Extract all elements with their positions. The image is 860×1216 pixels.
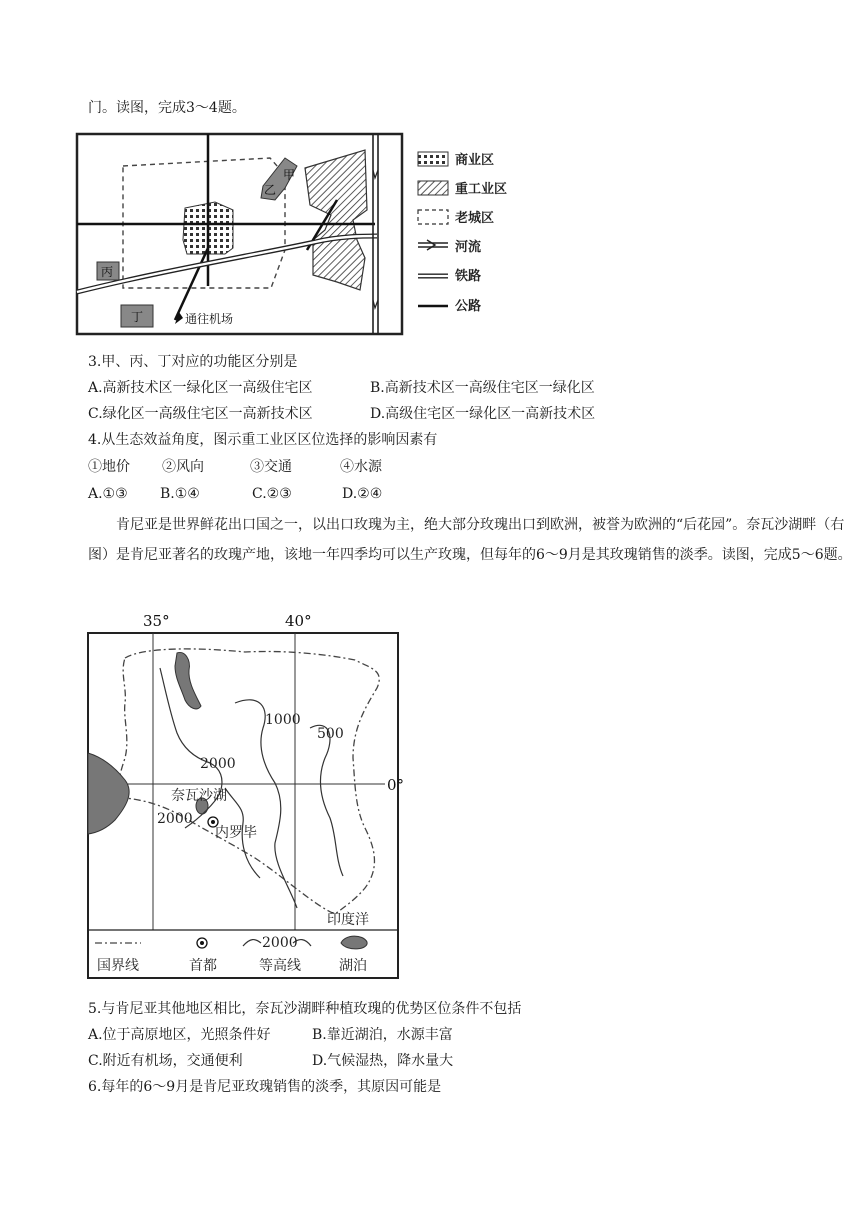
legend-commercial-label: 商业区: [455, 153, 495, 168]
q5-option-d: D.气候湿热，降水量大: [312, 1053, 454, 1069]
legend-capital-label: 首都: [189, 958, 217, 974]
passage-kenya: 肯尼亚是世界鲜花出口国之一，以出口玫瑰为主，绝大部分玫瑰出口到欧洲，被誉为欧洲的“后花园”。奈瓦沙湖畔（右图）是肯尼亚著名的玫瑰产地，该地一年四季均可以生产玫瑰，但每年的6～9月是其玫瑰销售的淡季。读图，完成5～6题。: [88, 517, 852, 563]
label-nairobi: 内罗毕: [215, 825, 257, 841]
contour-label-2000-south: 2000: [157, 811, 193, 827]
q4-factor-4: ④水源: [340, 459, 382, 475]
label-40: 40°: [285, 612, 312, 630]
contour-label-500: 500: [317, 726, 344, 742]
q4-option-d: D.②④: [342, 486, 383, 502]
q4-option-b: B.①④: [160, 486, 200, 502]
map1-legend: [418, 152, 507, 314]
legend-lake-swatch: [341, 936, 367, 949]
legend-contour-label: 等高线: [259, 958, 301, 974]
label-ding: 丁: [131, 310, 144, 324]
q5-option-b: B.靠近湖泊，水源丰富: [312, 1027, 453, 1043]
kenya-map: [85, 608, 405, 983]
q3-stem: 3.甲、丙、丁对应的功能区分别是: [88, 354, 298, 370]
legend-river-swatch: [418, 240, 448, 250]
legend-road-label: 公路: [455, 299, 482, 314]
q5-option-c: C.附近有机场，交通便利: [88, 1053, 243, 1069]
q6-stem: 6.每年的6～9月是肯尼亚玫瑰销售的淡季，其原因可能是: [88, 1079, 442, 1095]
label-bing: 丙: [101, 265, 114, 279]
contour-label-2000-north: 2000: [200, 756, 236, 772]
label-airport: 通往机场: [185, 312, 234, 326]
city-zoning-map: [75, 130, 508, 340]
legend-old-city-swatch: [418, 210, 448, 224]
q4-stem: 4.从生态效益角度，图示重工业区区位选择的影响因素有: [88, 432, 438, 448]
legend-old-city-label: 老城区: [455, 211, 495, 226]
q4-option-c: C.②③: [252, 486, 292, 502]
contour-label-1000: 1000: [265, 712, 301, 728]
label-35: 35°: [143, 612, 170, 630]
q4-factor-2: ②风向: [162, 459, 204, 475]
legend-heavy-industry-label: 重工业区: [455, 182, 508, 197]
label-yi: 乙: [264, 183, 277, 197]
legend-heavy-industry-swatch: [418, 181, 448, 195]
legend-contour-value: 2000: [262, 935, 298, 951]
q5-option-a: A.位于高原地区，光照条件好: [88, 1027, 271, 1043]
q3-option-b: B.高新技术区一高级住宅区一绿化区: [370, 380, 595, 396]
q3-option-a: A.高新技术区一绿化区一高级住宅区: [88, 380, 313, 396]
q3-option-c: C.绿化区一高级住宅区一高新技术区: [88, 406, 313, 422]
label-jia: 甲: [283, 168, 296, 182]
q4-option-a: A.①③: [88, 486, 128, 502]
intro-text: 门。读图，完成3～4题。: [88, 100, 246, 116]
q3-option-d: D.高级住宅区一绿化区一高新技术区: [370, 406, 596, 422]
q4-factor-1: ①地价: [88, 459, 130, 475]
legend-lake-label: 湖泊: [339, 958, 367, 974]
label-0: 0°: [387, 776, 405, 794]
label-indian-ocean: 印度洋: [327, 912, 369, 928]
legend-commercial-swatch: [418, 152, 448, 166]
q4-factor-3: ③交通: [250, 459, 292, 475]
q5-stem: 5.与肯尼亚其他地区相比，奈瓦沙湖畔种植玫瑰的优势区位条件不包括: [88, 1001, 522, 1017]
legend-border-label: 国界线: [97, 958, 139, 974]
label-lake-naivasha: 奈瓦沙湖: [171, 788, 227, 804]
legend-railway-label: 铁路: [455, 269, 482, 284]
legend-river-label: 河流: [455, 240, 482, 255]
